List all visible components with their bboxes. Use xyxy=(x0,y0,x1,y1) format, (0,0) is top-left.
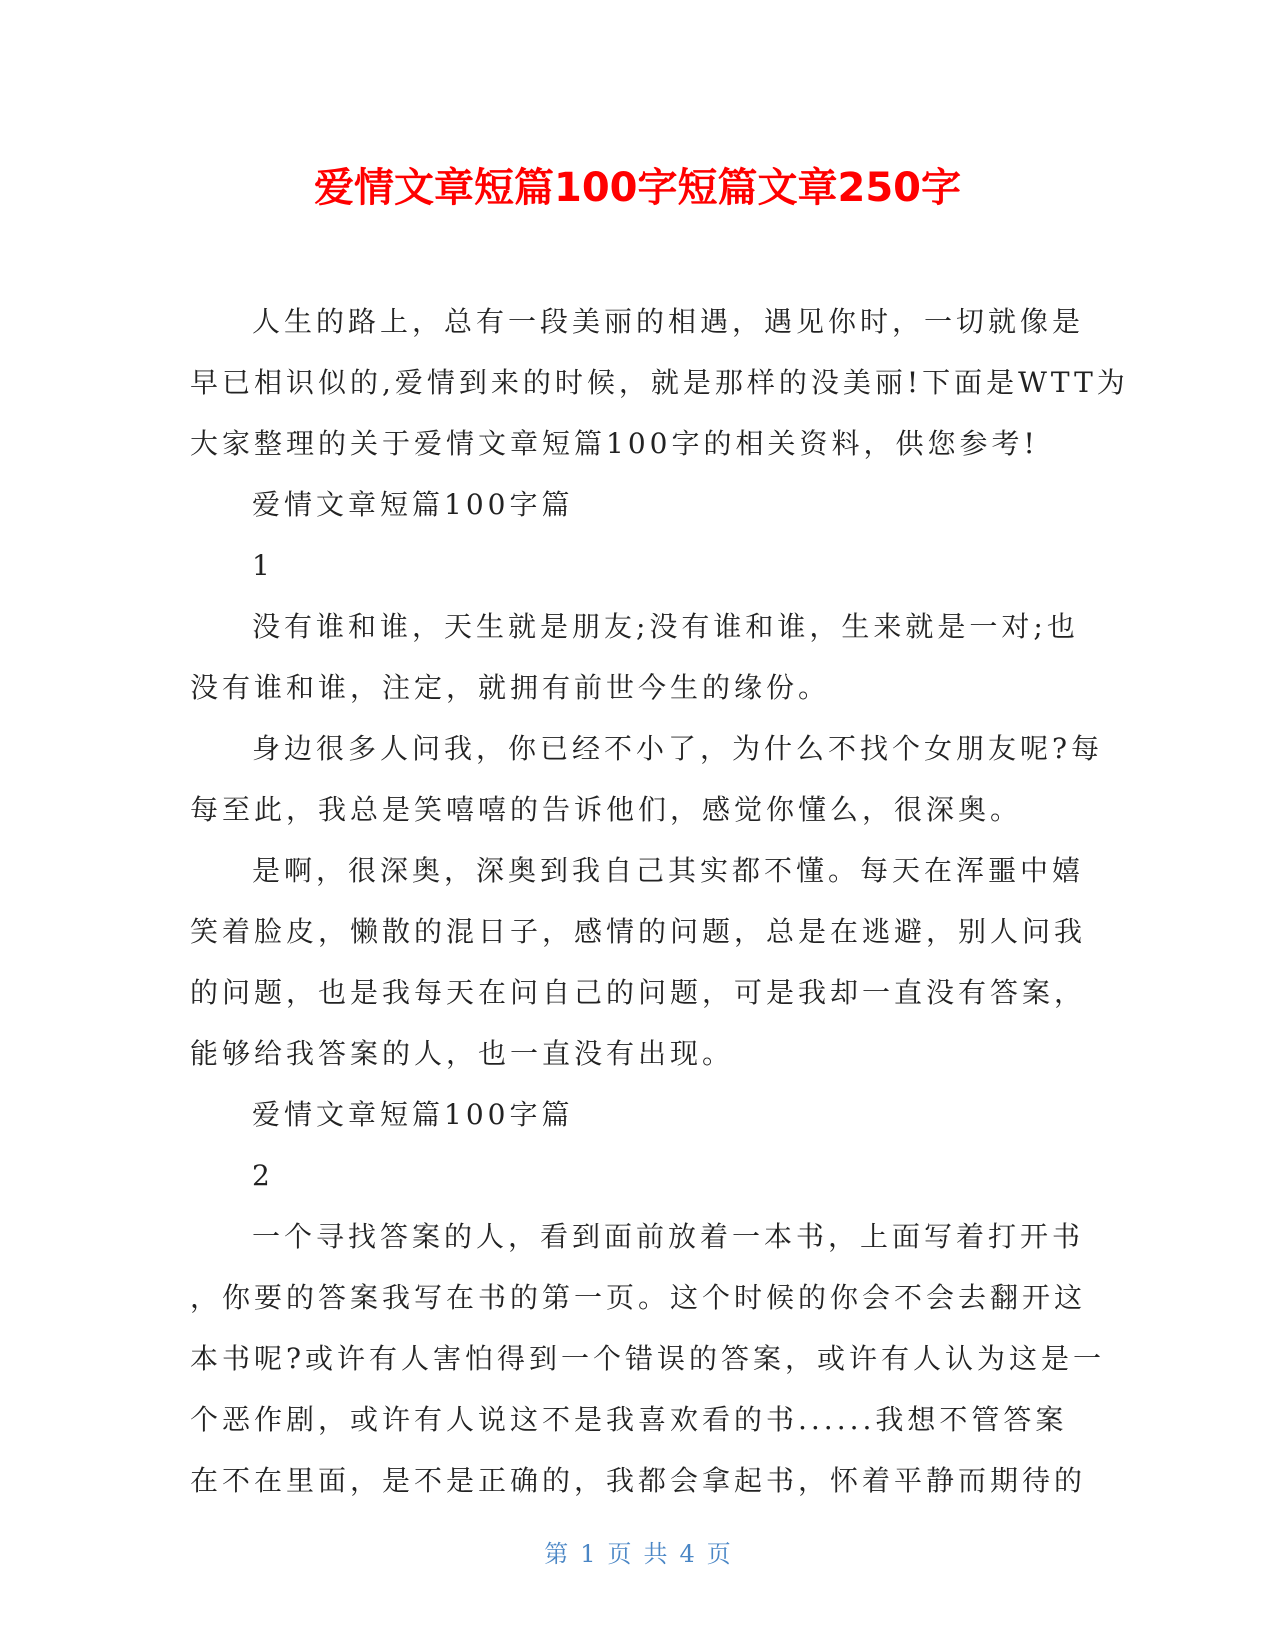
text-line: 在不在里面，是不是正确的，我都会拿起书，怀着平静而期待的 xyxy=(190,1464,1087,1497)
footer-page-number: 1 xyxy=(580,1540,596,1568)
text-line: 人生的路上，总有一段美丽的相遇，遇见你时，一切就像是 xyxy=(252,305,1085,338)
footer-total-prefix: 共 xyxy=(643,1540,668,1568)
text-line: 2 xyxy=(252,1159,274,1192)
text-line: 没有谁和谁，注定，就拥有前世今生的缘份。 xyxy=(190,671,831,704)
text-line: 每至此，我总是笑嘻嘻的告诉他们，感觉你懂么，很深奥。 xyxy=(190,793,1023,826)
text-line: 爱情文章短篇100字篇 xyxy=(252,1098,574,1131)
text-line: ，你要的答案我写在书的第一页。这个时候的你会不会去翻开这 xyxy=(190,1281,1087,1314)
text-line: 1 xyxy=(252,549,274,582)
footer-total-unit: 页 xyxy=(706,1540,731,1568)
text-line: 身边很多人问我，你已经不小了，为什么不找个女朋友呢?每 xyxy=(252,732,1104,765)
text-line: 一个寻找答案的人，看到面前放着一本书，上面写着打开书 xyxy=(252,1220,1085,1253)
text-line: 的问题，也是我每天在问自己的问题，可是我却一直没有答案， xyxy=(190,976,1087,1009)
text-line: 能够给我答案的人，也一直没有出现。 xyxy=(190,1037,735,1070)
text-line: 大家整理的关于爱情文章短篇100字的相关资料，供您参考! xyxy=(190,427,1039,460)
document-title: 爱情文章短篇100字短篇文章250字 xyxy=(314,165,961,211)
text-line: 没有谁和谁，天生就是朋友;没有谁和谁，生来就是一对;也 xyxy=(252,610,1079,643)
page-footer xyxy=(0,1538,1275,1570)
text-line: 个恶作剧，或许有人说这不是我喜欢看的书......我想不管答案 xyxy=(190,1403,1068,1436)
text-line: 是啊，很深奥，深奥到我自己其实都不懂。每天在浑噩中嬉 xyxy=(252,854,1085,887)
text-line: 笑着脸皮，懒散的混日子，感情的问题，总是在逃避，别人问我 xyxy=(190,915,1087,948)
text-line: 爱情文章短篇100字篇 xyxy=(252,488,574,521)
footer-page-prefix: 第 xyxy=(544,1540,569,1568)
text-line: 早已相识似的,爱情到来的时候，就是那样的没美丽!下面是WTT为 xyxy=(190,366,1129,399)
text-line: 本书呢?或许有人害怕得到一个错误的答案，或许有人认为这是一 xyxy=(190,1342,1106,1375)
footer-total-pages: 4 xyxy=(679,1540,695,1568)
footer-page-unit: 页 xyxy=(607,1540,632,1568)
document-body xyxy=(190,291,1129,1511)
